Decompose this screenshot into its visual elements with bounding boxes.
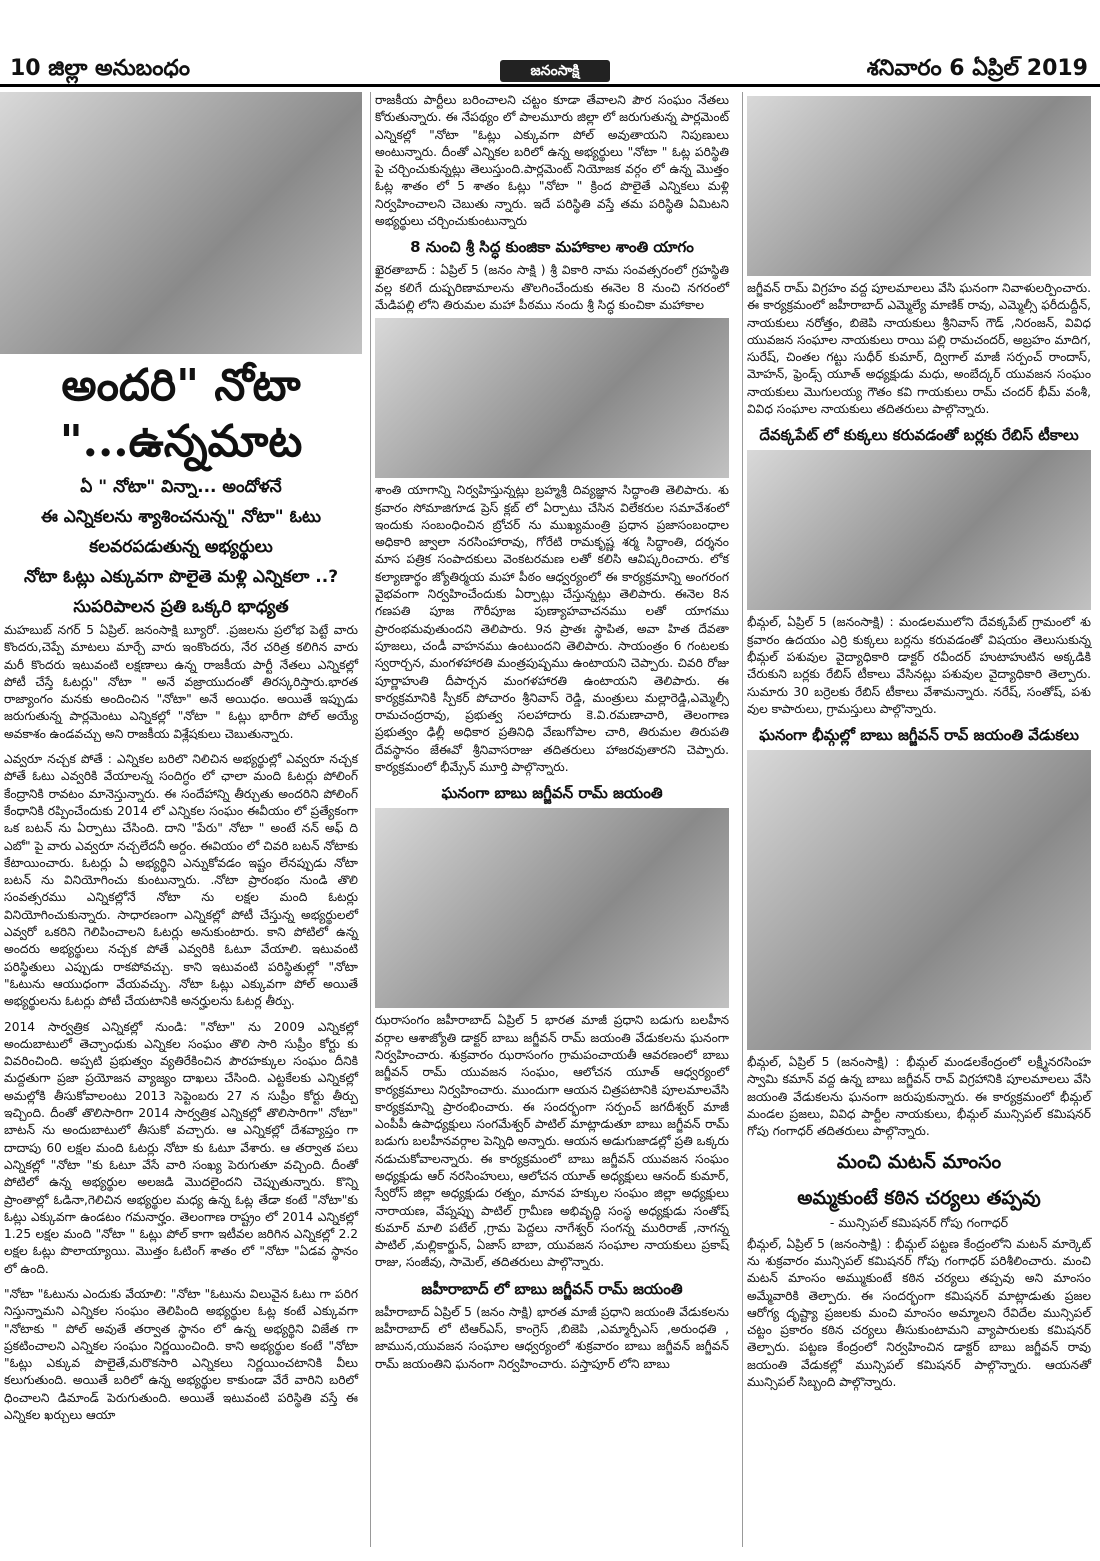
main-headline: అందరి" నోటా "...ఉన్నమాట xyxy=(59,360,303,467)
subheadline-4: నోటా ఓట్లు ఎక్కువగా పొలైతె మళ్లి ఎన్నికలా ..? xyxy=(23,567,339,587)
column-1 xyxy=(0,92,362,1547)
page-header xyxy=(0,0,1100,84)
byline: - మున్సిపల్ కమిషనర్ గోపు గంగాధర్ xyxy=(829,1214,1009,1230)
article-paragraph: మహబుబ్ నగర్ 5 ఏప్రిల్. జనంసాక్షి బ్యూరో. .ప్రజలను ప్రలోభ పెట్టే వారు కొందరు,చెప్పే మాటలు మార్చే వారు ఇంకొందరు, నేర చరిత్ర కలిగిన వారు మరీ కొందరు ఇటువంటి లక్షణాలు ఉన్న రాజకీయ పార్టీ నేతలు ఎన్నికల్లో పోటీ చేస్తే ఓటర్లు" నోటా " అనే వజ్రాయుదంతో తిరస్కరిస్తారు.భారత రాజ్యాంగం మనకు అందించిన "నోటా" అనే అయిధం. అయితే ఇప్పుడు జరుగుతున్న పార్లమెంటు ఎన్నికల్లో "నోటా " ఓట్లు భారీగా పోల్ అయ్యే అవకాశం ఉండవచ్చు అని రాజకీయ విశ్లేషకులు చెబుతున్నారు. xyxy=(4,623,358,741)
article-paragraph: జహీరాబాద్ ఏప్రిల్ 5 (జనం సాక్షి) భారత మాజీ ప్రధాని జయంతి వేడుకలను జహీరాబాద్ లో టిఆర్ఎస్, కాంగ్రెస్ ,బిజెపి ,ఎమ్మార్పీఎస్ ,అరుంధతి , జామున,యువజన సంఘాల ఆధ్వర్యంలో శుక్రవారం బాబు జగ్జీవన్ జగ్జీవన్ రామ్ జయంతిని ఘనంగా నిర్వహించారు. పస్తాపూర్ లోని బాబు xyxy=(375,1304,729,1371)
article-paragraph: భీమ్గల్, ఏప్రిల్ 5 (జనంసాక్షి) : భీమ్గల్ మండలకేంద్రంలో లక్ష్మీనరసింహ స్వామి కమాన్ వద్ద ఉన్న బాబు జగ్జీవన్ రావ్ విగ్రహానికి పూలమాలలు వేసి జయంతి వేడుకలను ఘనంగా జరుపుకున్నారు. ఈ కార్యక్రమంలో భీమ్గల్ మండల ప్రజలు, వివిధ పార్టీల నాయకులు, భీమ్గల్ మున్సిపల్ కమిషనర్ గోపు గంగాధర్ తదితరులు పాల్గొన్నారు. xyxy=(747,1055,1091,1139)
statue-group-photo xyxy=(747,96,1091,276)
article-paragraph: 2014 సార్వత్రిక ఎన్నికల్లో నుండి: "నోటా" ను 2009 ఎన్నికల్లో అందుబాటులో తెచ్చాంధుకు ఎన్నికల సంఘం తొలి సారి సుప్రీం కోర్టు కు వివరించింది. అప్పటి ప్రభుత్వం వ్యతిరేకించిన పౌరహక్కుల సంఘం దీనికి మద్దతుగా ప్రజా ప్రయోజన వ్యాజ్యం దాఖలు చేసింది. ఎట్టకేలకు ఎన్నికల్లో అమల్లోకి తీసుకోవాలంటు 2013 సెప్టెంబరు 27 న సుప్రీం కోర్టు తీర్పు ఇచ్చింది. దీంతో తొలిసారిగా 2014 సార్వత్రిక ఎన్నికల్లో తొలిసారిగా" నోటా" బాటన్ ను అందుబాటులో తీసుకో వచ్చారు. ఆ ఎన్నికల్లో దేశవ్యాప్తం గా దాదాపు 60 లక్షల మంది ఓటర్లు నోటా కు ఓటూ వేశారు. ఆ తర్వాత పలు ఎన్నికల్లో "నోటా "కు ఓటూ వేసే వారి సంఖ్య పెరుగుతూ వచ్చింది. దీంతో పోటిలో ఉన్న అభ్యర్థుల అలజడి మొదలైందని చెప్పుతున్నారు. కొన్ని ప్రాంతాల్లో ఓడినా,గెలిచిన అభ్యర్థుల మధ్య ఉన్న ఓట్ల తేడా కంటే "నోటా"కు ఓట్లు ఎక్కువగా ఉండటం గమనార్హం. తెలంగాణ రాష్ట్రం లో 2014 ఎన్నికల్లో 1.25 లక్షల మంది "నోటా " ఓట్లు పోల్ కాగా ఇటీవల జరిగిన ఎన్నికల్లో 2.2 లక్షల ఓట్లు పొలాయ్యాయి. మొత్తం ఓటింగ్ శాతం లో "నోటా "ఏడవ స్థానం లో ఉంది. xyxy=(4,1019,358,1276)
section-heading: 8 నుంచి శ్రీ సిద్ధ కుంజికా మహాకాల శాంతి యాగం xyxy=(410,238,694,257)
article-paragraph: జగ్జీవన్ రామ్ విగ్రహం వద్ద పూలమాలలు వేసి ఘనంగా నివాళులర్పించారు. ఈ కార్యక్రమంలో జహీరాబాద్ ఎమ్మెల్యే మాణిక్ రావు, ఎమ్మెల్సీ ఫరీదుద్దీన్, నాయకులు నరోత్తం, బిజెపి నాయకులు శ్రీనివాస్ గౌడ్ ,నిరంజన్, వివిధ యువజన సంఘాల నాయకులు రాయి పల్లి రామచందర్, అబ్రహం మాదిగ, సురేష్, చింతల గట్టు సుధీర్ కుమార్, ద్విగాల్ మాజీ సర్పంచ్ రాందాస్, మోహన్, ఫ్రెండ్స్ యూత్ అధ్యక్షుడు మధు, అంబేద్కర్ యువజన సంఘం నాయకులు మొగులయ్య గౌతం కవి గాయకులు రామ్ చందర్ భీమ్ వంశీ, వివిధ సంఘాల నాయకులు తదితరులు పాల్గొన్నారు. xyxy=(747,281,1091,417)
section-heading: దేవక్కపేట్ లో కుక్కలు కరువడంతో బర్లకు రేబిస్ టీకాలు xyxy=(759,426,1079,445)
cattle-vaccination-photo xyxy=(747,450,1091,610)
header-rule xyxy=(0,84,1100,87)
subheadline-2: ఈ ఎన్నికలను శ్యాశించనున్న" నోటా" ఓటు xyxy=(40,507,322,527)
evm-photo xyxy=(0,92,362,354)
article-paragraph: రాజకీయ పార్టీలు బరించాలని చట్టం కూడా తేవాలని పౌర సంఘం నేతలు కోరుతున్నారు. ఈ నేపథ్యం లో పాలమూరు జిల్లా లో జరుగుతున్న పార్లమెంట్ ఎన్నికల్లో "నోటా "ఓట్లు ఎక్కువగా పోల్ అవుతాయని నిపుణులు అంటున్నారు. దీంతో ఎన్నికల బరిలో ఉన్న అభ్యర్థులు "నోటా " ఓట్ల పరిస్థితి పై చర్చించుకున్నట్లు తెలుస్తుంది.పార్లమెంట్ నియోజక వర్గం లో ఉన్న మొత్తం ఓట్ల శాతం లో 5 శాతం ఓట్లు "నోటా " క్రింద పొలైతే ఎన్నికలు మళ్లి నిర్వహించాలని చెబుతు న్నారు. ఇదే పరిస్థితి వస్తే తమ పరిస్థితి ఏమిటని అభ్యర్థులు చర్చించుకుంటున్నారు xyxy=(375,93,729,229)
column-3 xyxy=(742,92,1095,1547)
column-2 xyxy=(370,92,733,1547)
article-paragraph: ఝరాసంగం జహీరాబాద్ ఏప్రిల్ 5 భారత మాజీ ప్రధాని బడుగు బలహీన వర్గాల ఆశాజ్యోతి డాక్టర్ బాబు జగ్జీవన్ రామ్ జయంతి వేడుకలను ఘనంగా నిర్వహించారు. శుక్రవారం ఝరాసంగం గ్రామపంచాయతీ ఆవరణంలో బాబు జగ్జీవన్ రామ్ యువజన సంఘం, ఆలోచన యూత్ ఆధ్వర్యంలో కార్యక్రమాలు నిర్వహించారు. ముందుగా ఆయన చిత్రపటానికి పూలమాలవేసి కార్యక్రమాన్ని ప్రారంభించారు. ఈ సందర్భంగా సర్పంచ్ జగదీశ్వర్ మాజీ ఎంపీపీ ఉపాధ్యక్షులు సంగమేశ్వర్ పాటిల్ మాట్లాడుతూ బాబు జగ్జీవన్ రామ్ బడుగు బలహీనవర్గాల పెన్నిధి అన్నారు. ఆయన అడుగుజాడల్లో ప్రతి ఒక్కరు నడుచుకోవాలన్నారు. ఈ కార్యక్రమంలో బాబు జగ్జీవన్ యువజన సంఘం అధ్యక్షుడు ఆర్ నరసింహులు, ఆలోచన యూత్ అధ్యక్షులు ఆనంద్ కుమార్, స్వేరోస్ జిల్లా అధ్యక్షుడు రత్నం, మానవ హక్కుల సంఘం జిల్లా అధ్యక్షులు నారాయణ, వేప్నప్పు పాటిల్ గ్రామీణ అభివృద్ధి సంస్థ అధ్యక్షుడు సంతోష్ కుమార్ మాలి పటేల్ ,గ్రామ పెద్దలు నాగేశ్వర్ సంగన్న మురిరాజ్ ,నాగన్న పాటిల్ ,మల్లికార్జున్, ఏజాస్ బాబా, యువజన సంఘాల నాయకులు ప్రకాష్ రాజు, సంజీవు, సామెల్, తదితరులు పాల్గొన్నారు. xyxy=(375,1013,729,1270)
article-paragraph: ఎవ్వరూ నచ్చక పోతే : ఎన్నికల బరిలొ నిలిచిన అభ్యర్థుల్లో ఎవ్వరూ నచ్చక పోతే ఓటు ఎవ్వరికి వేయాలన్న సందిగ్ధం లో ఛాలా మంది ఓటర్లు పోలింగ్ కేంద్రానికి రావటం మానెస్తున్నారు. ఈ సందేహాన్ని తీర్చుతు అందరిని పోలింగ్ కేంధానికి రప్పించేందుకు 2014 లో ఎన్నికల సంఘం ఈవీయం లో ప్రత్యేకంగా ఒక బటన్ ను ఏర్పాటు చేసింది. దాని "పేరు" నోటా " అంటే నన్ అఫ్ ది ఎబో" పై వారు ఎవ్వరూ నచ్చలేదనీ అర్దం. ఈవియం లో చివరి బటన్ నోటాకు కేటాయించారు. ఓటర్లు ఏ అభ్యర్థిని ఎన్నుకోవడం ఇష్టం లేనప్పుడు నోటా బటన్ ను వినియోగించు కుంటున్నారు. .నోటా ప్రారంభం నుండి తొలి సంవత్సరము ఎన్నికల్లోనే నోటా ను లక్షల మంది ఓటర్లు వినియోగించుకున్నారు. సాధారణంగా ఎన్నికల్లో పోటీ చేస్తున్న అభ్యర్థులలో ఎవ్వరో ఒకరిని గెలిపించాలని ఓటర్లు అనుకుంటారు. కాని పోటిలో ఉన్న అందరు అభ్యర్థులు నచ్చక పోతే ఎవ్వరికి ఓటూ వేయాలి. ఇటువంటి పరిస్థితులు ఎప్పుడు రాకపోవచ్చు. కాని ఇటువంటి పరిస్థితుల్లో "నోటా "ఓటును ఆయుధంగా వేయవచ్చు. నోటా ఓట్లు ఎక్కువగా పోల్ అయితే అభ్యర్థులను ఓటర్లు పోటీ చేయటానికి అనర్హులను ఓటర్ల తీర్పు. xyxy=(4,752,358,1009)
statue-garland-photo xyxy=(747,750,1091,1050)
article-paragraph: భీమ్గల్, ఏప్రిల్ 5 (జనంసాక్షి) : మండలములోని దేవక్కపేట్ గ్రామంలో శు క్రవారం ఉదయం ఎర్రి కుక్కలు బర్లను కరువడంతో విషయం తెలుసుకున్న భీమ్గల్ పశువుల వైద్యాధికారి డాక్టర్ రవీందర్ హుటాహుటిన అక్కడికి చేరుకుని బర్లకు రేబిస్ టీకాలు వేసినట్లు పశువుల వైద్యాధికారి తెల్పారు. సుమారు 30 బర్రెలకు రేబిస్ టీకాలు వేశామన్నారు. నరేష్, సంతోష్, పశు వుల కాపారులు, గ్రామస్తులు పాల్గొన్నారు. xyxy=(747,615,1091,716)
subheadline-1: ఏ " నోటా" విన్నా... అందోళనే xyxy=(80,477,282,497)
section-heading: మంచి మటన్ మాంసం xyxy=(836,1150,1002,1173)
article-paragraph: ఖైరతాబాద్ : ఏప్రిల్ 5 (జనం సాక్షి ) శ్రీ వికారి నామ సంవత్సరంలో గ్రహస్థితి వల్ల కలిగే దుష్పరిణామాలను తొలగించేందుకు ఈనెల 8 నుంచి నగరంలో మేడిపల్లి లోని తిరుమల మహా పీఠము నందు శ్రీ సిద్ధ కుంచికా మహాకాల xyxy=(375,263,729,312)
article-paragraph: "నోటా "ఓటును ఎందుకు వేయాలి: "నోటా "ఓటును విలువైన ఓటు గా పరిగ నిస్తున్నామని ఎన్నికల సంఘం తెలిపింది అభ్యర్థుల ఓట్ల కంటే ఎక్కువగా "నోటాకు " పోల్ అవుతే తర్వాత స్థానం లో ఉన్న అభ్యర్థిని విజేత గా ప్రకటించాలని ఎన్నికల సంఘం నిర్ణయించింది. కాని అభ్యర్థుల కంటే "నోటా "ఓట్లు ఎక్కువ పొలైతే,మరొకసారి ఎన్నికలు నిర్ణయించటానికి వీలు కలుగుతుంది. అయితే బరిలో ఉన్న అభ్యర్థుల కాకుండా వేరే వారిని బరిలో ధించాలని డిమాండ్ పెరుగుతుంది. అయితే ఇటువంటి పరిస్థితి వస్తే ఈ ఎన్నికల ఖర్చులు ఆయా xyxy=(4,1286,358,1423)
article-paragraph: శాంతి యాగాన్ని నిర్వహిస్తున్నట్లు బ్రహ్మశ్రీ దివ్యజ్ఞాన సిద్ధాంతి తెలిపారు. శు క్రవారం సోమాజిగూడ ప్రెస్ క్లబ్ లో ఏర్పాటు చేసిన విలేకరుల సమావేశంలో ఇందుకు సంబంధించిన బ్రోచర్ ను ముఖ్యమంత్రి ప్రధాన ప్రజాసంబంధాల అధికారి జ్వాలా నరసింహారావు, గోరేటి రామకృష్ణ శర్మ సిద్ధాంతి, దర్శనం మాస పత్రిక సంపాదకులు వెంకటరమణ లతో కలిసి ఆవిష్కరించారు. లోక కల్యాణార్థం జ్యోతిర్మయ మహా పీఠం ఆధ్వర్యంలో ఈ కార్యక్రమాన్ని అంగరంగ వైభవంగా నిర్వహించేందుకు ఏర్పాట్లు చేస్తున్నట్లు తెలిపారు. ఈనెల 8న గణపతి పూజ గౌరీపూజ పుణ్యాహవాచనము లతో యాగము ప్రారంభమవుతుందని తెలిపారు. 9న ప్రాతః స్థాపిత, అవా హిత దేవతా పూజలు, చండీ వాహనము ఉంటుందని తెలిపారు. సాయంత్రం 6 గంటలకు స్వరార్చన, మంగళహారతి మంత్రపుష్పము ఉంటాయని చెప్పారు. చివరి రోజు పూర్ణాహుతి దీపార్చన మంగళహారతి ఉంటాయని తెలిపారు. ఈ కార్యక్రమానికి స్పీకర్ పోచారం శ్రీనివాస్ రెడ్డి, మంత్రులు మల్లారెడ్డి,ఎమ్మెల్సీ రామచంద్రరావు, ప్రభుత్వ సలహాదారు కె.వి.రమణాచారి, తెలంగాణ ప్రభుత్వం ఢిల్లీ అధికార ప్రతినిధి వేణుగోపాల చారి, తిరుమల తిరుపతి దేవస్థానం జేఈవో శ్రీనివాసరాజు తదితరులు హాజరవుతారని చెప్పారు. కార్యక్రమంలో భీమ్సేన్ మూర్తి పాల్గొన్నారు. xyxy=(375,483,729,775)
jayanthi-group-photo xyxy=(375,808,729,1008)
subheadline-3: కలవరపడుతున్న అభ్యర్థులు xyxy=(89,537,273,557)
issue-date: శనివారం 6 ఏప్రిల్ 2019 xyxy=(866,56,1088,81)
press-meet-photo xyxy=(375,318,729,478)
subheadline-5: సుపరిపాలన ప్రతి ఒక్కరి భాధ్యత xyxy=(73,597,289,617)
section-heading: జహీరాబాద్ లో బాబు జగ్జీవన్ రామ్ జయంతి xyxy=(421,1279,683,1298)
article-paragraph: భీమ్గల్, ఏప్రిల్ 5 (జనంసాక్షి) : భీమ్గల్ పట్టణ కేంద్రంలోని మటన్ మార్కెట్ ను శుక్రవారం మున్సిపల్ కమిషనర్ గోపు గంగాధర్ పరిశీలించారు. మంచి మటన్ మాంసం అమ్ముకుంటే కఠిన చర్యలు తప్పవు అని మాంసం అమ్మేవారికి తెల్పారు. ఈ సందర్భంగా కమిషనర్ మాట్లాడుతు ప్రజల ఆరోగ్య దృష్ట్యా ప్రజలకు మంచి మాంసం అమ్మాలని రేవిదేల మున్సిపల్ చట్టం ప్రకారం కఠిన చర్యలు తీసుకుంటామని వ్యాపారులకు కమిషనర్ తెల్పారు. పట్టణ కేంద్రంలో నిర్వహించిన డాక్టర్ బాబు జగ్జీవన్ రావు జయంతి వేడుకల్లో మున్సిపల్ కమిషనర్ పాల్గొన్నారు. ఆయనతో మున్సిపల్ సిబ్బంది పాల్గొన్నారు. xyxy=(747,1236,1091,1390)
masthead-logo: జనంసాక్షి xyxy=(500,60,610,82)
section-heading: ఘనంగా భీమ్గల్లో బాబు జగ్జీవన్ రావ్ జయంతి వేడుకలు xyxy=(759,726,1079,745)
page-label: 10 జిల్లా అనుబంధం xyxy=(10,56,191,81)
section-heading: ఘనంగా బాబు జగ్జీవన్ రామ్ జయంతి xyxy=(441,784,663,803)
section-heading: అమ్మకుంటే కఠిన చర్యలు తప్పవు xyxy=(797,1186,1041,1209)
